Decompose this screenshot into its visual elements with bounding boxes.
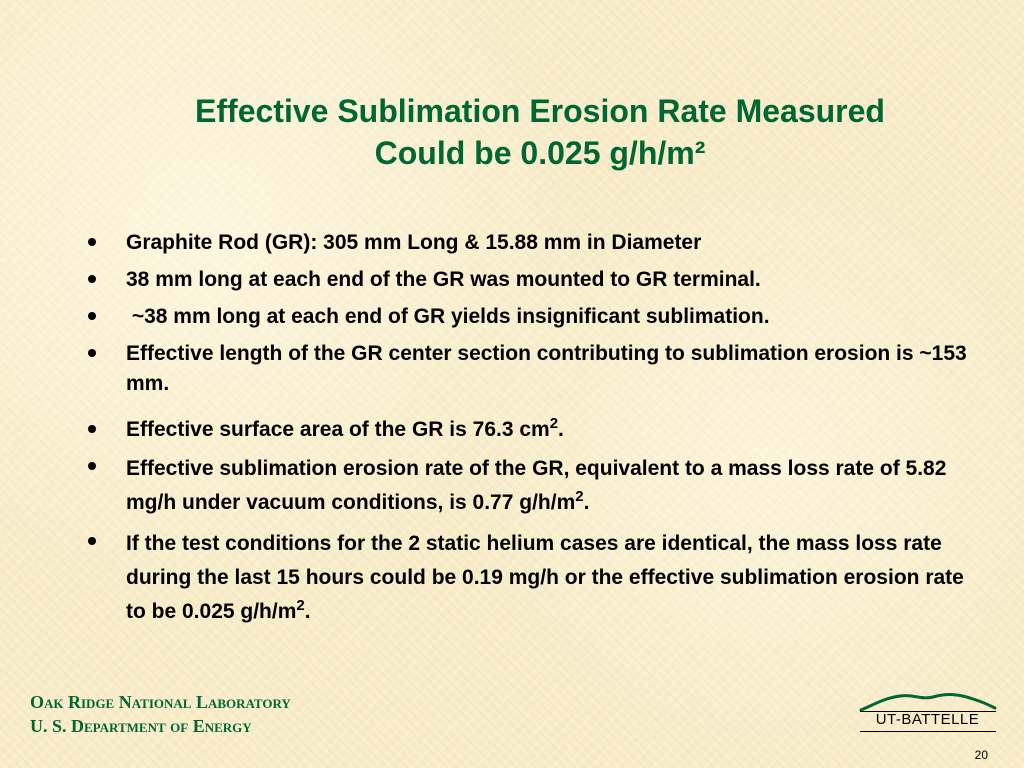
bullet-text: If the test conditions for the 2 static helium cases are identical, the mass loss rate during the last 15 hours could be 0.19 mg/h or the effective sublimation erosion rate to be 0.025 g/h/m: [126, 532, 964, 623]
bullet-tail: .: [583, 491, 590, 514]
bullet-dot-icon: [88, 312, 96, 320]
bullet-dot-icon: [88, 425, 96, 433]
bullet-item: [88, 302, 968, 332]
bullet-text: 38 mm long at each end of the GR was mounted to GR terminal.: [126, 268, 761, 291]
bullet-dot-icon: [88, 349, 96, 357]
superscript: 2: [549, 415, 559, 432]
bullet-text: Effective surface area of the GR is 76.3 cm: [126, 418, 550, 441]
slide-title-line-1: Effective Sublimation Erosion Rate Measured: [195, 93, 885, 129]
bullet-item: [88, 265, 968, 295]
bullet-item: [88, 415, 968, 445]
ut-battelle-logo: [855, 690, 1000, 736]
bullet-item: [88, 339, 968, 399]
superscript: 2: [575, 488, 584, 505]
bullet-item: [88, 228, 968, 258]
bullet-tail: .: [558, 418, 564, 441]
bullet-tail: .: [304, 600, 311, 623]
organization-line-1: Oak Ridge National Laboratory: [30, 692, 291, 712]
bullet-dot-icon: [88, 275, 96, 283]
bullet-text: Effective length of the GR center section contributing to sublimation erosion is ~153 mm.: [126, 342, 967, 395]
page-number: 20: [974, 748, 988, 762]
bullet-dot-icon: [88, 238, 96, 246]
slide-title: [110, 90, 970, 174]
bullet-text: ~38 mm long at each end of GR yields insignificant sublimation.: [126, 305, 770, 328]
organization-line-2: U. S. Department of Energy: [30, 716, 252, 736]
bullet-text: Graphite Rod (GR): 305 mm Long & 15.88 mm in Diameter: [126, 231, 702, 254]
bullet-item: [88, 527, 968, 629]
bullet-dot-icon: [88, 462, 96, 470]
slide-title-line-2: Could be 0.025 g/h/m²: [374, 135, 706, 171]
organization-name: [30, 690, 291, 738]
bullet-text: Effective sublimation erosion rate of the GR, equivalent to a mass loss rate of 5.82 mg/h under vacuum conditions, is 0.77 g/h/m: [126, 457, 947, 514]
bullet-dot-icon: [88, 537, 96, 545]
bullet-list: [88, 228, 968, 636]
mountain-logo-icon: [855, 690, 1000, 712]
superscript: 2: [296, 597, 305, 614]
bullet-item: [88, 452, 968, 520]
logo-text: UT-BATTELLE: [875, 711, 980, 728]
logo-bottom-rule: [860, 731, 996, 732]
